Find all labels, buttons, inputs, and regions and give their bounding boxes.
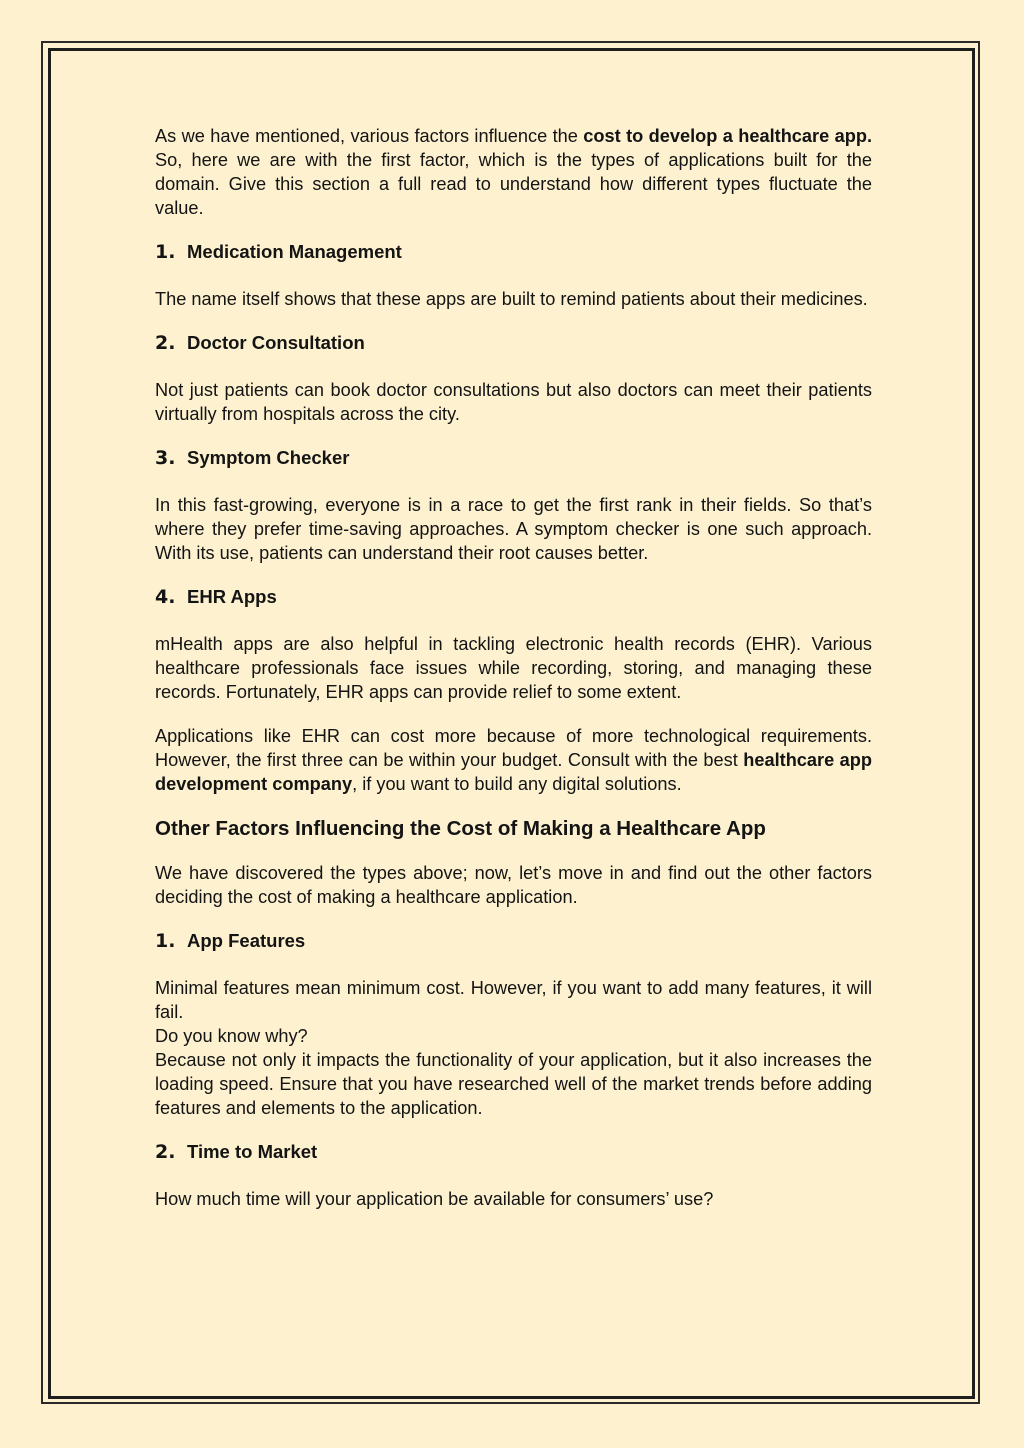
type-paragraph: The name itself shows that these apps are built to remind patients about their medicines. [155,289,868,309]
factor-title: Time to Market [187,1141,318,1162]
type-heading [155,446,872,470]
intro-paragraph [155,124,872,220]
type-heading [155,585,872,609]
factor-heading [155,1140,872,1164]
factor-number: 1. [155,930,176,952]
type-title: Doctor Consultation [187,332,365,353]
factor-number: 2. [155,1141,176,1163]
factor-paragraph: How much time will your application be available for consumers’ use? [155,1189,714,1209]
type-paragraph: In this fast-growing, everyone is in a race to get the first rank in their fields. So that’s where they prefer time-saving approaches. A symptom checker is one such approach. With its use, patients can understand their root causes better. [155,495,872,563]
type-title: Medication Management [187,241,402,262]
factor-paragraph: Because not only it impacts the functionality of your application, but it also increases the loading speed. Ensure that you have researched well of the market trends before adding features and elements to the application. [155,1050,872,1118]
factor-paragraph: Do you know why? [155,1026,308,1046]
type-number: 4. [155,586,176,608]
summary-text: Applications like EHR can cost more because of more technological requirements. However, the first three can be within your budget. Consult with the best [155,726,872,770]
factor-paragraph: Minimal features mean minimum cost. However, if you want to add many features, it will fail. [155,978,872,1022]
type-number: 2. [155,332,176,354]
type-paragraph: mHealth apps are also helpful in tackling electronic health records (EHR). Various healthcare professionals face issues while recording, storing, and managing these records. Fortunately, EHR apps can provide relief to some extent. [155,634,872,702]
document-body [155,124,872,1211]
summary-text-continued: , if you want to build any digital solutions. [352,774,682,794]
type-number: 3. [155,447,176,469]
summary-emphasis: healthcare app development company [155,750,872,794]
type-title: Symptom Checker [187,447,350,468]
section-heading: Other Factors Influencing the Cost of Making a Healthcare App [155,817,766,840]
section-intro-paragraph: We have discovered the types above; now, let’s move in and find out the other factors deciding the cost of making a healthcare application. [155,863,872,907]
type-paragraph: Not just patients can book doctor consultations but also doctors can meet their patients virtually from hospitals across the city. [155,380,872,424]
intro-text-continued: So, here we are with the first factor, which is the types of applications built for the domain. Give this section a full read to understand how different types fluctuate the value. [155,150,872,218]
type-title: EHR Apps [187,586,277,607]
type-heading [155,240,872,264]
factor-heading [155,929,872,953]
summary-paragraph [155,724,872,796]
type-heading [155,331,872,355]
factor-title: App Features [187,930,306,951]
type-number: 1. [155,241,176,263]
intro-emphasis: cost to develop a healthcare app. [583,126,873,146]
intro-text: As we have mentioned, various factors influence the [155,126,584,146]
